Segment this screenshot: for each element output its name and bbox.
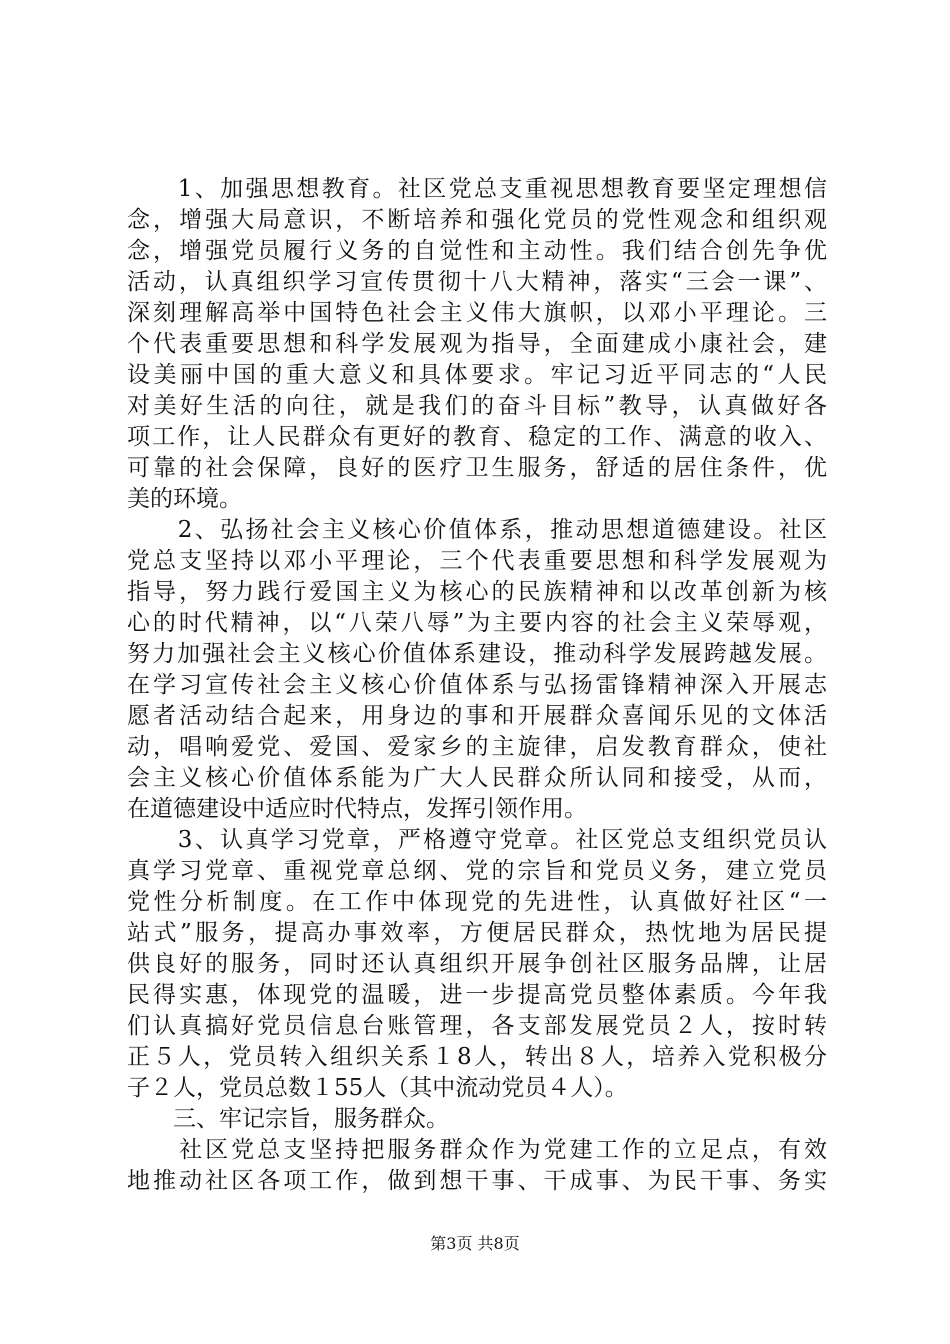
- text-line: 在学习宣传社会主义核心价值体系与弘扬雷锋精神深入开展志: [127, 672, 827, 698]
- text-line: 在道德建设中适应时代特点，发挥引领作用。: [127, 796, 587, 822]
- page-number: 第3页 共8页: [430, 1234, 520, 1253]
- text-line: 动，唱响爱党、爱国、爱家乡的主旋律，启发教育群众，使社: [127, 734, 827, 760]
- text-line: 1、加强思想教育。社区党总支重视思想教育要坚定理想信: [127, 176, 827, 202]
- body-text: [127, 174, 827, 1197]
- text-line: 会主义核心价值体系能为广大人民群众所认同和接受，从而，: [127, 765, 827, 791]
- text-line: 活动，认真组织学习宣传贯彻十八大精神，落实“三会一课”、: [127, 269, 827, 295]
- text-line: 念，增强大局意识，不断培养和强化党员的党性观念和组织观: [127, 207, 827, 233]
- text-line: 党总支坚持以邓小平理论，三个代表重要思想和科学发展观为: [127, 548, 827, 574]
- text-line: 3、认真学习党章，严格遵守党章。社区党总支组织党员认: [127, 827, 827, 853]
- text-line: 2、弘扬社会主义核心价值体系，推动思想道德建设。社区: [127, 517, 827, 543]
- text-line: 美的环境。: [127, 486, 242, 512]
- text-line: 深刻理解高举中国特色社会主义伟大旗帜，以邓小平理论。三: [127, 300, 827, 326]
- text-line: 供良好的服务，同时还认真组织开展争创社区服务品牌，让居: [127, 951, 827, 977]
- text-line: 心的时代精神，以“八荣八辱”为主要内容的社会主义荣辱观，: [127, 610, 827, 636]
- text-line: 可靠的社会保障，良好的医疗卫生服务，舒适的居住条件，优: [127, 455, 827, 481]
- text-line: 真学习党章、重视党章总纲、党的宗旨和党员义务，建立党员: [127, 858, 827, 884]
- section-heading: 三、牢记宗旨，服务群众。: [127, 1106, 449, 1132]
- text-line: 对美好生活的向往，就是我们的奋斗目标”教导，认真做好各: [127, 393, 827, 419]
- text-line: 努力加强社会主义核心价值体系建设，推动科学发展跨越发展。: [127, 641, 827, 667]
- text-line: 们认真搞好党员信息台账管理，各支部发展党员２人，按时转: [127, 1013, 827, 1039]
- text-line: 设美丽中国的重大意义和具体要求。牢记习近平同志的“人民: [127, 362, 827, 388]
- text-line: 正５人，党员转入组织关系１8人，转出８人，培养入党积极分: [127, 1044, 827, 1070]
- text-line: 项工作，让人民群众有更好的教育、稳定的工作、满意的收入、: [127, 424, 827, 450]
- text-line: 个代表重要思想和科学发展观为指导，全面建成小康社会，建: [127, 331, 827, 357]
- text-line: 地推动社区各项工作，做到想干事、干成事、为民干事、务实: [127, 1168, 827, 1194]
- text-line: 民得实惠，体现党的温暖，进一步提高党员整体素质。今年我: [127, 982, 827, 1008]
- text-line: 愿者活动结合起来，用身边的事和开展群众喜闻乐见的文体活: [127, 703, 827, 729]
- text-line: 社区党总支坚持把服务群众作为党建工作的立足点，有效: [127, 1137, 827, 1163]
- text-line: 念，增强党员履行义务的自觉性和主动性。我们结合创先争优: [127, 238, 827, 264]
- text-line: 子２人，党员总数１55人（其中流动党员４人）。: [127, 1075, 628, 1101]
- text-line: 指导，努力践行爱国主义为核心的民族精神和以改革创新为核: [127, 579, 827, 605]
- text-line: 党性分析制度。在工作中体现党的先进性，认真做好社区“一: [127, 889, 827, 915]
- text-line: 站式”服务，提高办事效率，方便居民群众，热忱地为居民提: [127, 920, 827, 946]
